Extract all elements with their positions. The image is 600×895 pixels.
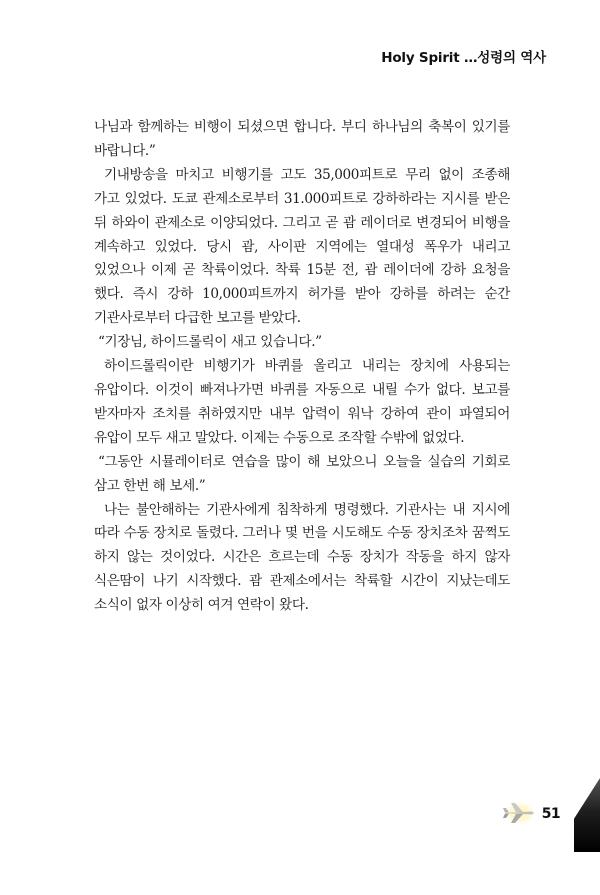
airplane-icon bbox=[498, 798, 538, 828]
quote-captain-order: “그동안 시뮬레이터로 연습을 많이 해 보았으니 오늘을 실습의 기회로 삼고 한번 해 보세.” bbox=[94, 453, 510, 494]
body-text bbox=[94, 116, 510, 618]
page-edge-tab bbox=[574, 778, 600, 852]
paragraph-hydraulic: 하이드롤릭이란 비행기가 바퀴를 올리고 내리는 장치에 사용되는 유압이다. 이것이 빠져나가면 바퀴를 자동으로 내릴 수가 없다. 보고를 받자마자 조치를 취하였지만 내부 압력이 워낙 강하여 관이 파열되어 유압이 모두 새고 말았다. 이제는 수동으로 조작할 수밖에 없었다. bbox=[94, 358, 510, 446]
quote-engineer-report: “기장님, 하이드롤릭이 새고 있습니다.” bbox=[98, 334, 322, 351]
paragraph-continuation: 나님과 함께하는 비행이 되셨으면 합니다. 부디 하나님의 축복이 있기를 바랍니다.” bbox=[94, 119, 510, 159]
paragraph-broadcast: 기내방송을 마치고 비행기를 고도 35,000피트로 무리 없이 조종해 가고 있었다. 도쿄 관제소로부터 31.000피트로 강하하라는 지시를 받은 뒤 하와이 관제소로 이양되었다. 그리고 곧 괌 레이더로 변경되어 비행을 계속하고 있었다. 당시 괌, 사이판 지역에는 열대성 폭우가 내리고 있었으나 이제 곧 착륙이었다. 착륙 15분 전, 괌 레이더에 강하 요청을 했다. 즉시 강하 10,000피트까지 허가를 받아 강하를 하려는 순간 기관사로부터 다급한 보고를 받았다. bbox=[94, 166, 510, 327]
running-header-title: Holy Spirit …성령의 역사 bbox=[381, 50, 546, 66]
paragraph-manual-attempt: 나는 불안해하는 기관사에게 침착하게 명령했다. 기관사는 내 지시에 따라 수동 장치로 돌렸다. 그러나 몇 번을 시도해도 수동 장치조차 꿈쩍도 하지 않는 것이었다. 시간은 흐르는데 수동 장치가 작동을 하지 않자 식은땀이 나기 시작했다. 괌 관제소에서는 착륙할 시간이 지났는데도 소식이 없자 이상히 여겨 연락이 왔다. bbox=[94, 501, 510, 614]
page-number: 51 bbox=[541, 806, 560, 822]
